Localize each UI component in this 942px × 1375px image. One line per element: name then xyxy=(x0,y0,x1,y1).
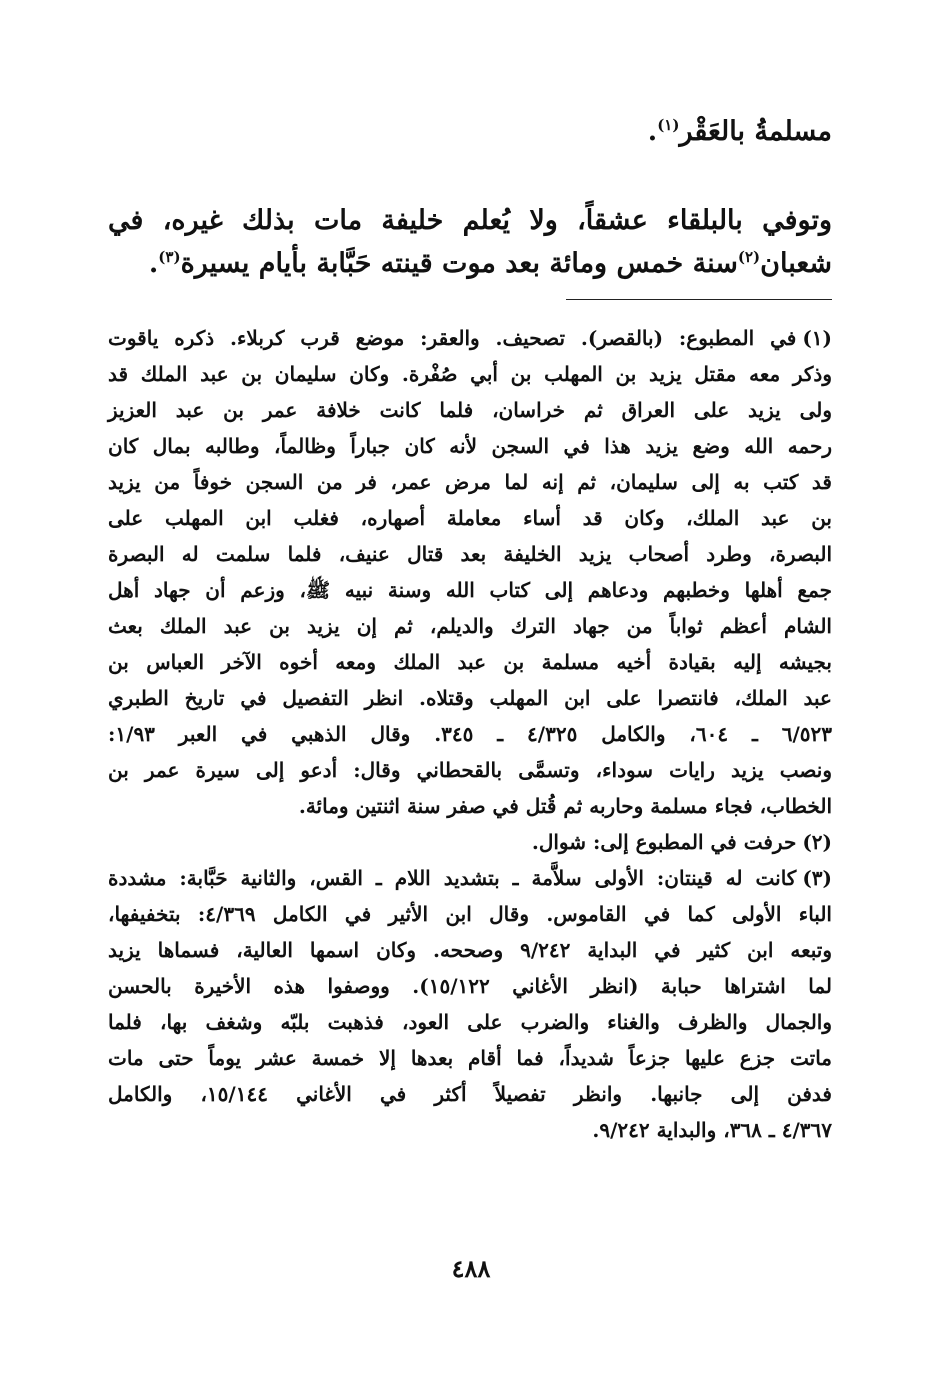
footnote-1-line: الشام أعظم ثواباً من جهاد الترك والديلم، ثم إن يزيد بن عبد الملك بعث xyxy=(108,614,832,638)
footnote-ref-2[interactable]: (٢) xyxy=(737,248,761,266)
footnote-1-number: (١) xyxy=(802,326,832,350)
main-text-line-1: مسلمةُ بالعَقْر$^{(١)}$. xyxy=(647,116,832,147)
footnote-1-line: رحمه الله وضع يزيد هذا في السجن لأنه كان جباراً وظالماً، وطالبه بمال كان xyxy=(108,434,832,458)
page-number: ٤٨٨ xyxy=(451,1254,491,1283)
footnote-1-line: الخطاب، فجاء مسلمة وحاربه ثم قُتل في صفر سنة اثنتين ومائة. xyxy=(298,794,832,818)
footnote-ref-3[interactable]: (٣) xyxy=(158,248,181,266)
main-text-line-2: وتوفي بالبلقاء عشقاً، ولا يُعلم خليفة مات بذلك غيره، في xyxy=(108,205,832,236)
footnote-3-line: ماتت جزع عليها جزعاً شديداً، فما أقام بعدها إلا خمسة عشر يوماً حتى مات xyxy=(108,1046,832,1070)
footnote-3-line: (٣)كانت له قينتان: الأولى سلاَّمة ـ بتشديد اللام ـ القس، والثانية حَبَّابة: مشددة xyxy=(108,866,832,890)
footnote-1-line: عبد الملك، فانتصرا على ابن المهلب وقتلاه. انظر التفصيل في تاريخ الطبري xyxy=(108,686,832,710)
footnote-1-line: البصرة، وطرد أصحاب يزيد الخليفة بعد قتال عنيف، فلما سلمت له البصرة xyxy=(108,542,832,566)
footnote-1-line: وذكر معه مقتل يزيد بن المهلب بن أبي صُفْرة. وكان سليمان بن عبد الملك قد xyxy=(108,362,832,386)
footnote-3-line: والجمال والظرف والغناء والضرب على العود، فذهبت بلبّه وشغف بها، فلما xyxy=(108,1010,832,1034)
footnote-ref-1[interactable]: (١) xyxy=(657,116,680,134)
footnote-3-line: فدفن إلى جانبها. وانظر تفصيلاً أكثر في الأغاني ١٥/١٤٤، والكامل xyxy=(108,1082,832,1106)
footnote-1-line: جمع أهلها وخطبهم ودعاهم إلى كتاب الله وسنة نبيه ﷺ، وزعم أن جهاد أهل xyxy=(108,578,832,602)
footnote-1-line: (١)في المطبوع: (بالقصر). تصحيف. والعقر: موضع قرب كربلاء. ذكره ياقوت xyxy=(108,326,832,350)
footnote-2-line: (٢)حرفت في المطبوع إلى: شوال. xyxy=(531,830,832,854)
footnote-3-line: ٤/٣٦٧ ـ ٣٦٨، والبداية ٩/٢٤٢. xyxy=(592,1118,832,1142)
footnote-3-line: الباء الأولى كما في القاموس. وقال ابن الأثير في الكامل ٤/٣٦٩: بتخفيفها، xyxy=(108,902,832,926)
footnote-1-line: بجيشه إليه بقيادة أخيه مسلمة بن عبد الملك ومعه أخوه الآخر العباس بن xyxy=(108,650,832,674)
footnote-1-line: بن عبد الملك، وكان قد أساء معاملة أصهاره، فغلب ابن المهلب على xyxy=(108,506,832,530)
main-text-line-3: شعبان$^{(٢)}$سنة خمس ومائة بعد موت قينته حَبَّابة بأيام يسيرة$^{(٣)}$. xyxy=(148,248,832,279)
footnote-3-line: وتبعه ابن كثير في البداية ٩/٢٤٢ وصححه. وكان اسمها العالية، فسماها يزيد xyxy=(108,938,833,962)
footnote-1-line: ٦/٥٢٣ ـ ٦٠٤، والكامل ٤/٣٢٥ ـ ٣٤٥. وقال الذهبي في العبر ١/٩٣: xyxy=(108,722,832,746)
footnote-1-line: قد كتب به إلى سليمان، ثم إنه لما مرض عمر، فر من السجن خوفاً من يزيد xyxy=(108,470,832,494)
footnote-1-line: ونصب يزيد رايات سوداء، وتسمَّى بالقحطاني وقال: أدعو إلى سيرة عمر بن xyxy=(108,758,832,782)
footnote-separator xyxy=(566,299,832,300)
footnote-1-line: ولى يزيد على العراق ثم خراسان، فلما كانت خلافة عمر بن عبد العزيز xyxy=(108,398,832,422)
footnote-3-number: (٣) xyxy=(802,866,832,890)
footnote-3-line: لما اشتراها حبابة (انظر الأغاني ١٥/١٢٢). ووصفوا هذه الأخيرة بالحسن xyxy=(108,974,832,998)
footnote-2-number: (٢) xyxy=(802,830,832,854)
